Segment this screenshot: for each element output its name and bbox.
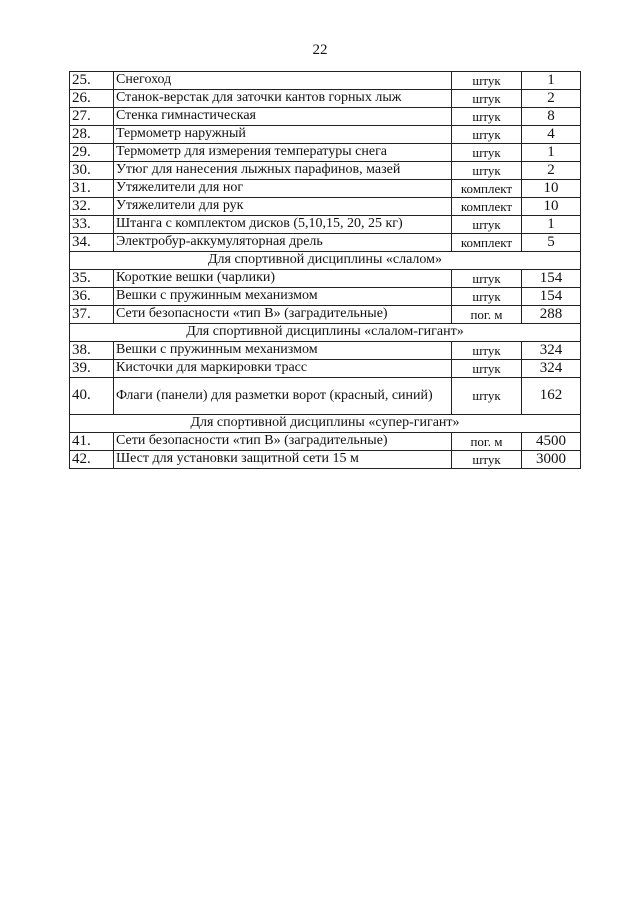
- item-name: Утюг для нанесения лыжных парафинов, мазей: [114, 162, 452, 180]
- unit-of-measure: штук: [452, 144, 522, 162]
- table-row: [70, 162, 581, 180]
- unit-of-measure: штук: [452, 360, 522, 378]
- row-number: 31.: [70, 180, 114, 198]
- table-row: [70, 180, 581, 198]
- row-number: 41.: [70, 433, 114, 451]
- table-row: [70, 90, 581, 108]
- unit-of-measure: штук: [452, 342, 522, 360]
- table-row: [70, 288, 581, 306]
- quantity: 154: [522, 288, 581, 306]
- quantity: 2: [522, 90, 581, 108]
- table-row: [70, 216, 581, 234]
- item-name: Снегоход: [114, 72, 452, 90]
- row-number: 25.: [70, 72, 114, 90]
- table-row: [70, 72, 581, 90]
- table-row: [70, 306, 581, 324]
- equipment-table: [69, 71, 581, 469]
- table-row: [70, 342, 581, 360]
- item-name: Термометр для измерения температуры снега: [114, 144, 452, 162]
- item-name: Вешки с пружинным механизмом: [114, 342, 452, 360]
- quantity: 288: [522, 306, 581, 324]
- item-name: Электробур-аккумуляторная дрель: [114, 234, 452, 252]
- table-row: [70, 451, 581, 469]
- row-number: 30.: [70, 162, 114, 180]
- quantity: 4500: [522, 433, 581, 451]
- item-name: Сети безопасности «тип В» (заградительные): [114, 306, 452, 324]
- unit-of-measure: штук: [452, 288, 522, 306]
- item-name: Утяжелители для рук: [114, 198, 452, 216]
- item-name: Вешки с пружинным механизмом: [114, 288, 452, 306]
- table-row: [70, 433, 581, 451]
- item-name: Станок-верстак для заточки кантов горных лыж: [114, 90, 452, 108]
- row-number: 33.: [70, 216, 114, 234]
- quantity: 10: [522, 180, 581, 198]
- item-name: Сети безопасности «тип В» (заградительные): [114, 433, 452, 451]
- table-row: [70, 198, 581, 216]
- unit-of-measure: пог. м: [452, 433, 522, 451]
- row-number: 27.: [70, 108, 114, 126]
- unit-of-measure: штук: [452, 270, 522, 288]
- quantity: 154: [522, 270, 581, 288]
- quantity: 3000: [522, 451, 581, 469]
- unit-of-measure: штук: [452, 162, 522, 180]
- unit-of-measure: комплект: [452, 180, 522, 198]
- unit-of-measure: штук: [452, 90, 522, 108]
- item-name: Штанга с комплектом дисков (5,10,15, 20, 25 кг): [114, 216, 452, 234]
- table-row: [70, 360, 581, 378]
- row-number: 40.: [70, 378, 114, 415]
- quantity: 4: [522, 126, 581, 144]
- quantity: 324: [522, 360, 581, 378]
- equipment-table-body: [70, 72, 581, 469]
- table-row: [70, 126, 581, 144]
- unit-of-measure: штук: [452, 216, 522, 234]
- quantity: 8: [522, 108, 581, 126]
- section-header-row: [70, 252, 581, 270]
- row-number: 29.: [70, 144, 114, 162]
- item-name: Шест для установки защитной сети 15 м: [114, 451, 452, 469]
- section-title: Для спортивной дисциплины «слалом»: [70, 252, 581, 270]
- section-title: Для спортивной дисциплины «слалом-гигант»: [70, 324, 581, 342]
- row-number: 36.: [70, 288, 114, 306]
- table-row: [70, 234, 581, 252]
- unit-of-measure: комплект: [452, 198, 522, 216]
- quantity: 10: [522, 198, 581, 216]
- unit-of-measure: комплект: [452, 234, 522, 252]
- section-header-row: [70, 415, 581, 433]
- quantity: 1: [522, 72, 581, 90]
- item-name: Стенка гимнастическая: [114, 108, 452, 126]
- section-title: Для спортивной дисциплины «супер-гигант»: [70, 415, 581, 433]
- quantity: 5: [522, 234, 581, 252]
- row-number: 42.: [70, 451, 114, 469]
- item-name: Короткие вешки (чарлики): [114, 270, 452, 288]
- item-name: Утяжелители для ног: [114, 180, 452, 198]
- row-number: 28.: [70, 126, 114, 144]
- section-header-row: [70, 324, 581, 342]
- row-number: 35.: [70, 270, 114, 288]
- item-name: Термометр наружный: [114, 126, 452, 144]
- quantity: 1: [522, 144, 581, 162]
- unit-of-measure: штук: [452, 126, 522, 144]
- table-row: [70, 270, 581, 288]
- unit-of-measure: штук: [452, 451, 522, 469]
- quantity: 162: [522, 378, 581, 415]
- quantity: 1: [522, 216, 581, 234]
- unit-of-measure: штук: [452, 108, 522, 126]
- quantity: 2: [522, 162, 581, 180]
- table-row: [70, 378, 581, 415]
- unit-of-measure: пог. м: [452, 306, 522, 324]
- row-number: 26.: [70, 90, 114, 108]
- unit-of-measure: штук: [452, 378, 522, 415]
- page-number: 22: [312, 42, 328, 58]
- table-row: [70, 144, 581, 162]
- row-number: 32.: [70, 198, 114, 216]
- item-name: Флаги (панели) для разметки ворот (красный, синий): [114, 378, 452, 415]
- row-number: 34.: [70, 234, 114, 252]
- unit-of-measure: штук: [452, 72, 522, 90]
- table-row: [70, 108, 581, 126]
- item-name: Кисточки для маркировки трасс: [114, 360, 452, 378]
- row-number: 37.: [70, 306, 114, 324]
- row-number: 38.: [70, 342, 114, 360]
- row-number: 39.: [70, 360, 114, 378]
- quantity: 324: [522, 342, 581, 360]
